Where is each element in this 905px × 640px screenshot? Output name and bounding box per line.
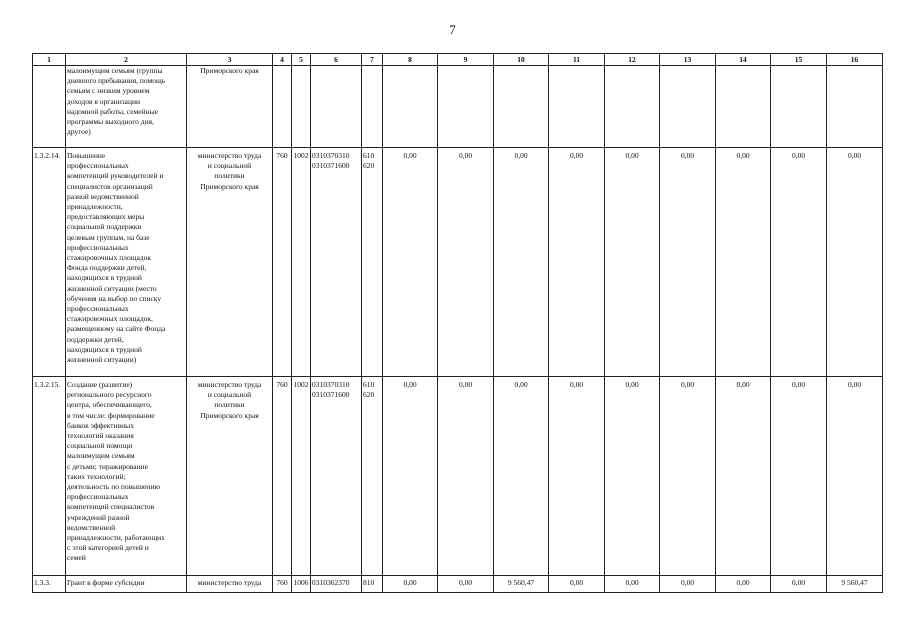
ministry-code: 760 xyxy=(273,377,292,576)
responsible-party: министерство труда и социальной политики Приморского края xyxy=(187,377,273,576)
amount-cell: 0,00 xyxy=(660,576,716,593)
column-header: 2 xyxy=(66,54,187,66)
expense-type-code: 810 xyxy=(362,576,383,593)
section-code: 1006 xyxy=(292,576,311,593)
amount-cell: 0,00 xyxy=(383,148,438,377)
amount-cell: 0,00 xyxy=(549,576,605,593)
amount-cell: 0,00 xyxy=(438,377,494,576)
responsible-party: Приморского края xyxy=(187,66,273,148)
expense-type-code: 610 620 xyxy=(362,377,383,576)
expense-type-code: 610 620 xyxy=(362,148,383,377)
table-row xyxy=(33,576,883,593)
total-cell: 9 560,47 xyxy=(827,576,883,593)
amount-cell: 0,00 xyxy=(383,576,438,593)
column-header: 13 xyxy=(660,54,716,66)
column-header: 4 xyxy=(273,54,292,66)
amount-cell: 0,00 xyxy=(660,377,716,576)
item-number: 1.3.2.15. xyxy=(33,377,66,576)
column-header: 1 xyxy=(33,54,66,66)
amount-cell: 0,00 xyxy=(771,576,827,593)
item-description: Повышение профессиональных компетенций руководителей и специалистов организаций разной ведомственной принадлежности, предоставляющих меры социальной поддержки целевым группам, на базе профессиональных стажировочных площадок Фонда поддержки детей, находящихся в трудной жизненной ситуации (место обучения на выбор по списку профессиональных стажировочных площадок, размещенному на сайте Фонда поддержки детей, находящихся в трудной жизненной ситуации) xyxy=(66,148,187,377)
item-description: Создание (развитие) регионального ресурсного центра, обеспечивающего, в том числе: формирование банков эффективных технологий оказания социальной помощи малоимущим семьям с детьми; тиражирование таких технологий; деятельность по повышению профессиональных компетенций специалистов учреждений разной ведомственной принадлежности, работающих с этой категорией детей и семей xyxy=(66,377,187,576)
amount-cell xyxy=(549,66,605,148)
target-article-code: 0310370310 0310371600 xyxy=(311,377,362,576)
amount-cell: 0,00 xyxy=(494,148,549,377)
amount-cell: 0,00 xyxy=(771,148,827,377)
total-cell xyxy=(827,66,883,148)
item-number xyxy=(33,66,66,148)
amount-cell: 9 560,47 xyxy=(494,576,549,593)
budget-table xyxy=(32,53,883,593)
table-row xyxy=(33,66,883,148)
amount-cell xyxy=(383,66,438,148)
table-row xyxy=(33,148,883,377)
amount-cell: 0,00 xyxy=(716,148,771,377)
amount-cell: 0,00 xyxy=(494,377,549,576)
section-code: 1002 xyxy=(292,148,311,377)
ministry-code: 760 xyxy=(273,148,292,377)
amount-cell: 0,00 xyxy=(438,148,494,377)
column-header: 12 xyxy=(605,54,660,66)
amount-cell xyxy=(605,66,660,148)
amount-cell: 0,00 xyxy=(438,576,494,593)
item-number: 1.3.3. xyxy=(33,576,66,593)
page-number: 7 xyxy=(449,22,456,37)
table-row xyxy=(33,377,883,576)
column-header: 5 xyxy=(292,54,311,66)
target-article-code xyxy=(311,66,362,148)
amount-cell: 0,00 xyxy=(716,576,771,593)
column-header: 16 xyxy=(827,54,883,66)
column-header: 6 xyxy=(311,54,362,66)
amount-cell xyxy=(660,66,716,148)
target-article-code: 0310362370 xyxy=(311,576,362,593)
section-code xyxy=(292,66,311,148)
item-description: малоимущим семьям (группы дневного пребывания, помощь семьям с низким уровнем доходов в организации надомной работы, семейные программы выходного дня, другое) xyxy=(66,66,187,148)
column-header: 8 xyxy=(383,54,438,66)
column-header: 15 xyxy=(771,54,827,66)
amount-cell: 0,00 xyxy=(605,148,660,377)
amount-cell: 0,00 xyxy=(605,377,660,576)
table-header-row xyxy=(33,54,883,66)
total-cell: 0,00 xyxy=(827,148,883,377)
expense-type-code xyxy=(362,66,383,148)
amount-cell: 0,00 xyxy=(549,377,605,576)
amount-cell: 0,00 xyxy=(660,148,716,377)
amount-cell: 0,00 xyxy=(383,377,438,576)
amount-cell: 0,00 xyxy=(771,377,827,576)
amount-cell xyxy=(716,66,771,148)
column-header: 14 xyxy=(716,54,771,66)
column-header: 10 xyxy=(494,54,549,66)
ministry-code: 760 xyxy=(273,576,292,593)
target-article-code: 0310370310 0310371600 xyxy=(311,148,362,377)
column-header: 11 xyxy=(549,54,605,66)
column-header: 7 xyxy=(362,54,383,66)
responsible-party: министерство труда и социальной политики Приморского края xyxy=(187,148,273,377)
item-description: Грант в форме субсидии xyxy=(66,576,187,593)
amount-cell xyxy=(771,66,827,148)
amount-cell: 0,00 xyxy=(716,377,771,576)
amount-cell xyxy=(494,66,549,148)
amount-cell xyxy=(438,66,494,148)
amount-cell: 0,00 xyxy=(549,148,605,377)
total-cell: 0,00 xyxy=(827,377,883,576)
section-code: 1002 xyxy=(292,377,311,576)
column-header: 9 xyxy=(438,54,494,66)
item-number: 1.3.2.14. xyxy=(33,148,66,377)
amount-cell: 0,00 xyxy=(605,576,660,593)
ministry-code xyxy=(273,66,292,148)
column-header: 3 xyxy=(187,54,273,66)
responsible-party: министерство труда xyxy=(187,576,273,593)
